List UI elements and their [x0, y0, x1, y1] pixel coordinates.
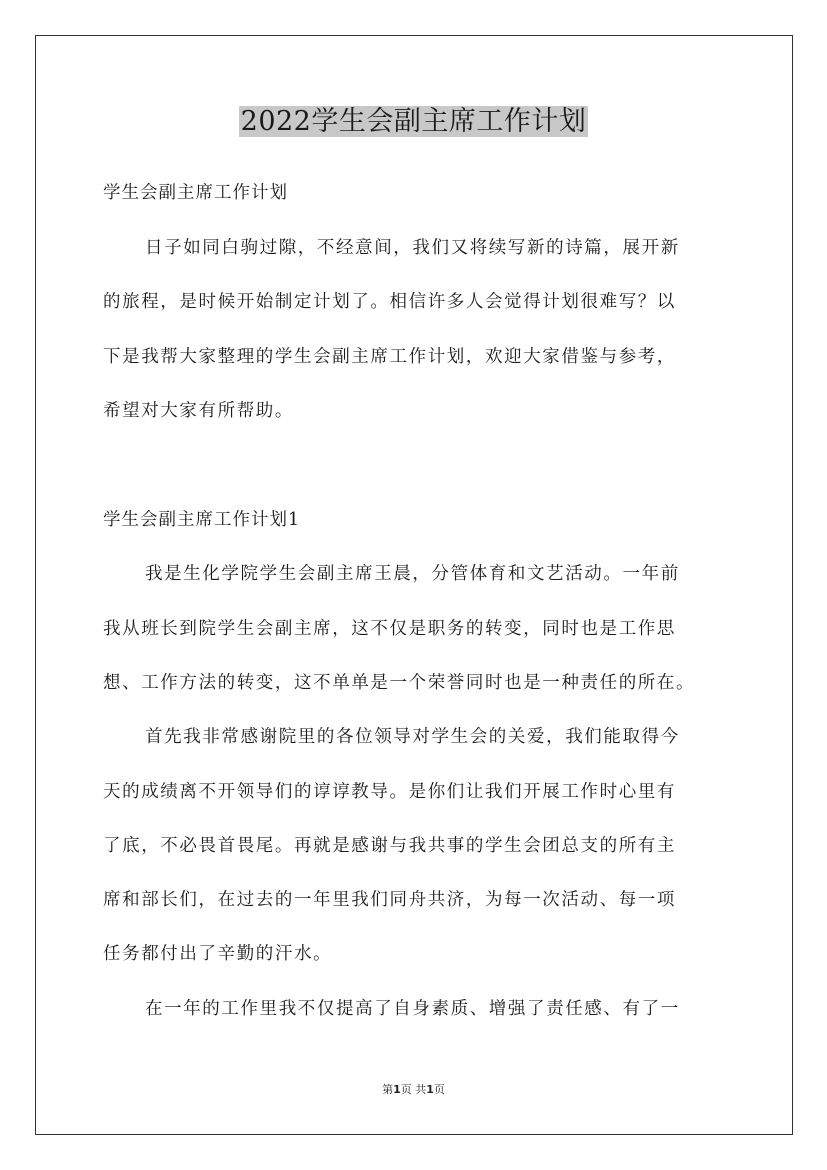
para2-line-3: 了底，不必畏首畏尾。再就是感谢与我共事的学生会团总支的所有主: [103, 836, 676, 856]
footer-prefix: 第: [382, 1083, 394, 1096]
intro-line-2: 的旅程，是时候开始制定计划了。相信许多人会觉得计划很难写？以: [103, 292, 676, 312]
intro-line-4: 希望对大家有所帮助。: [103, 401, 294, 421]
para1-line-3: 想、工作方法的转变，这不单单是一个荣誉同时也是一种责任的所在。: [103, 673, 696, 693]
intro-line-1: 日子如同白驹过隙，不经意间，我们又将续写新的诗篇，展开新: [145, 238, 680, 258]
document-title-text: 2022学生会副主席工作计划: [240, 106, 587, 137]
para2-line-1: 首先我非常感谢院里的各位领导对学生会的关爱，我们能取得今: [145, 727, 680, 747]
footer-mid: 页 共: [400, 1083, 427, 1096]
subheading-main: 学生会副主席工作计划: [103, 183, 288, 203]
para1-line-1: 我是生化学院学生会副主席王晨，分管体育和文艺活动。一年前: [145, 564, 680, 584]
footer-page-total: 1: [426, 1083, 434, 1096]
para2-line-5: 任务都付出了辛勤的汗水。: [103, 944, 333, 964]
para3-line-1: 在一年的工作里我不仅提高了自身素质、增强了责任感、有了一: [145, 999, 680, 1019]
subheading-plan-1: 学生会副主席工作计划1: [103, 510, 301, 530]
para1-line-2: 我从班长到院学生会副主席，这不仅是职务的转变，同时也是工作思: [103, 619, 676, 639]
intro-line-3: 下是我帮大家整理的学生会副主席工作计划，欢迎大家借鉴与参考，: [103, 347, 676, 367]
para2-line-4: 席和部长们，在过去的一年里我们同舟共济，为每一次活动、每一项: [103, 890, 676, 910]
footer-suffix: 页: [433, 1083, 445, 1096]
document-title: [0, 102, 827, 142]
para2-line-2: 天的成绩离不开领导们的谆谆教导。是你们让我们开展工作时心里有: [103, 782, 676, 802]
footer-page-current: 1: [393, 1083, 401, 1096]
page-footer: [0, 1082, 827, 1098]
